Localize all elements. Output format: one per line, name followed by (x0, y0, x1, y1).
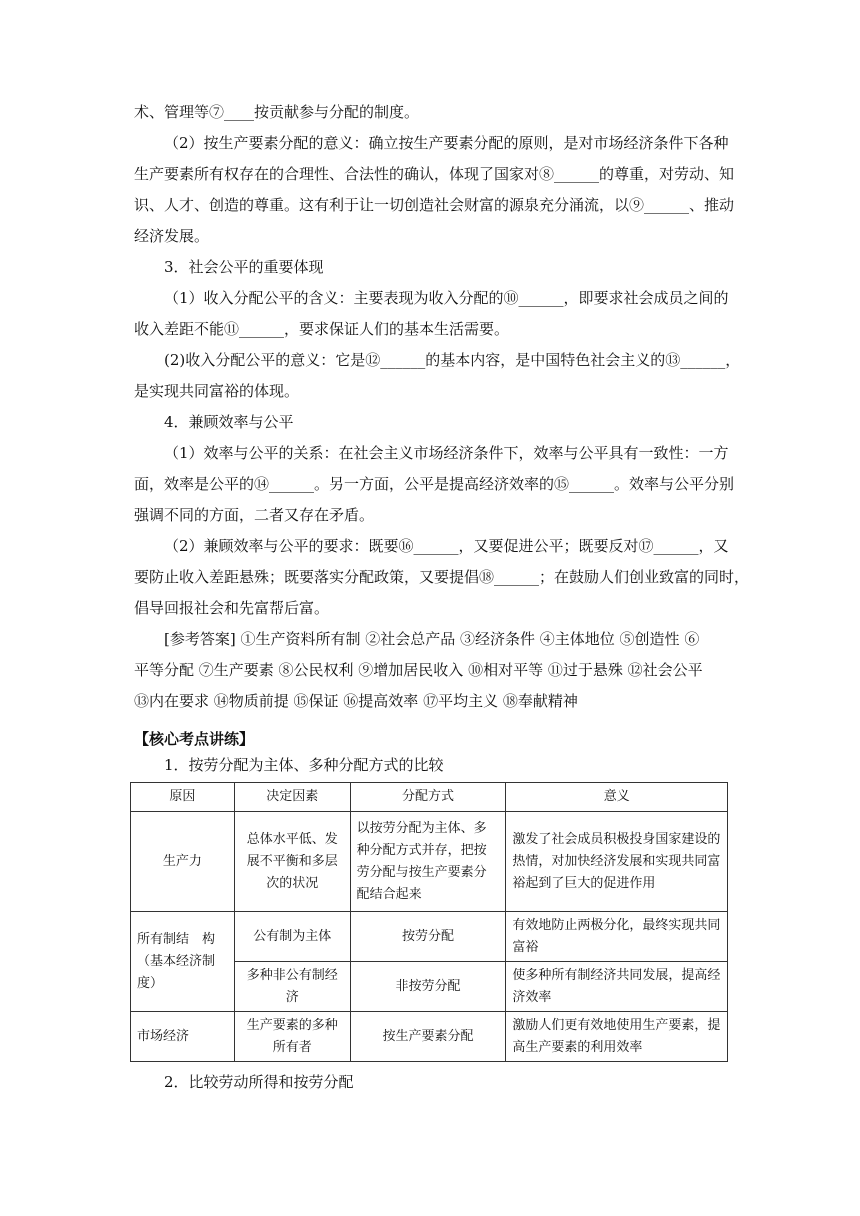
table-cell: 生产力 (131, 812, 235, 912)
text-line: 要防止收入差距悬殊；既要落实分配政策，又要提倡⑱______；在鼓励人们创业致富的同时， (134, 568, 750, 586)
table-header-row (131, 783, 728, 812)
table-row (131, 1012, 728, 1062)
text-line: 强调不同的方面，二者又存在矛盾。 (134, 506, 375, 524)
text-line: 识、人才、创造的尊重。这有利于让一切创造社会财富的源泉充分涌流，以⑨______、推动 (134, 196, 735, 214)
table-cell: 市场经济 (131, 1012, 235, 1062)
section-heading: 【核心考点讲练】 (134, 730, 255, 748)
item-title: 1．按劳分配为主体、多种分配方式的比较 (164, 756, 444, 774)
table-cell: 以按劳分配为主体、多种分配方式并存，把按劳分配与按生产要素分配结合起来 (350, 812, 506, 912)
text-line: 术、管理等⑦____按贡献参与分配的制度。 (134, 103, 420, 121)
text-line: 是实现共同富裕的体现。 (134, 382, 300, 400)
table-row (131, 912, 728, 962)
text-line: 生产要素所有权存在的合理性、合法性的确认，体现了国家对⑧______的尊重，对劳动、知 (134, 165, 735, 183)
text-line: (2)收入分配公平的意义：它是⑫______的基本内容，是中国特色社会主义的⑬______， (164, 351, 741, 369)
answer-line: 平等分配 ⑦生产要素 ⑧公民权利 ⑨增加居民收入 ⑩相对平等 ⑪过于悬殊 ⑫社会公平 (134, 661, 703, 679)
text-line: （2）按生产要素分配的意义：确立按生产要素分配的原则，是对市场经济条件下各种 (164, 134, 729, 152)
table-cell: 生产要素的多种所有者 (234, 1012, 350, 1062)
text-line: （2）兼顾效率与公平的要求：既要⑯______，又要促进公平；既要反对⑰______，又 (164, 537, 729, 555)
table-header: 原因 (131, 783, 235, 812)
table-cell: 使多种所有制经济共同发展，提高经济效率 (506, 962, 728, 1012)
text-line: （1）收入分配公平的含义：主要表现为收入分配的⑩______，即要求社会成员之间的 (164, 289, 729, 307)
text-line: 倡导回报社会和先富帮后富。 (134, 599, 330, 617)
comparison-table (130, 782, 728, 1062)
section-title: 3．社会公平的重要体现 (164, 258, 324, 276)
text-line: 收入差距不能⑪______，要求保证人们的基本生活需要。 (134, 320, 510, 338)
text-line: 经济发展。 (134, 227, 210, 245)
table-cell: 所有制结 构（基本经济制度） (131, 912, 235, 1012)
table-header: 意义 (506, 783, 728, 812)
section-title: 4．兼顾效率与公平 (164, 413, 294, 431)
table-cell: 多种非公有制经济 (234, 962, 350, 1012)
answer-line: ⑬内在要求 ⑭物质前提 ⑮保证 ⑯提高效率 ⑰平均主义 ⑱奉献精神 (134, 692, 578, 710)
table-cell: 非按劳分配 (350, 962, 506, 1012)
text-line: 面，效率是公平的⑭______。另一方面，公平是提高经济效率的⑮______。效率与公平分别 (134, 475, 735, 493)
answer-line: [参考答案] ①生产资料所有制 ②社会总产品 ③经济条件 ④主体地位 ⑤创造性 ⑥ (164, 630, 700, 648)
text-line: （1）效率与公平的关系：在社会主义市场经济条件下，效率与公平具有一致性：一方 (164, 444, 729, 462)
table-header: 决定因素 (234, 783, 350, 812)
table-cell: 按劳分配 (350, 912, 506, 962)
table-cell: 激发了社会成员积极投身国家建设的热情，对加快经济发展和实现共同富裕起到了巨大的促进作用 (506, 812, 728, 912)
table-cell: 按生产要素分配 (350, 1012, 506, 1062)
table-cell: 有效地防止两极分化，最终实现共同富裕 (506, 912, 728, 962)
table-row (131, 812, 728, 912)
item-title: 2．比较劳动所得和按劳分配 (164, 1073, 354, 1091)
table-cell: 激励人们更有效地使用生产要素，提高生产要素的利用效率 (506, 1012, 728, 1062)
table-cell: 总体水平低、发展不平衡和多层次的状况 (234, 812, 350, 912)
table-cell: 公有制为主体 (234, 912, 350, 962)
table-header: 分配方式 (350, 783, 506, 812)
